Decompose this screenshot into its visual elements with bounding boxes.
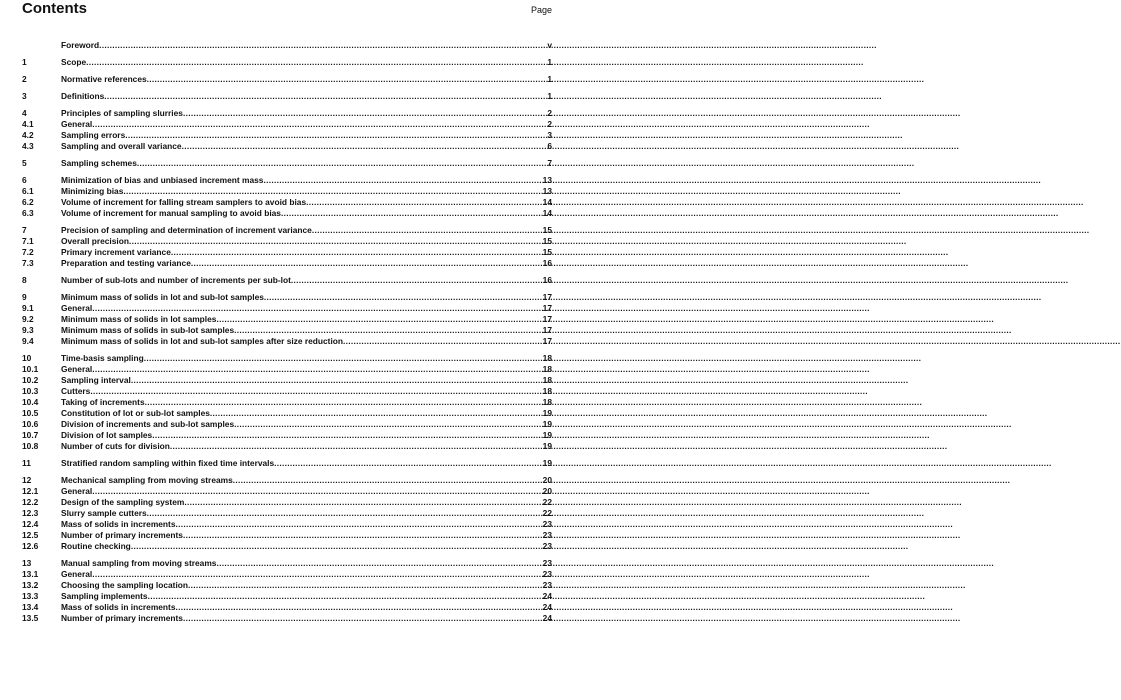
toc-entry-title: Time-basis sampling <box>61 353 144 363</box>
toc-entry-page: 23 <box>542 530 552 540</box>
toc-entry[interactable] <box>22 158 552 169</box>
toc-entry[interactable] <box>22 475 552 486</box>
toc-entry-title: Precision of sampling and determination of increment variance <box>61 225 312 235</box>
toc-entry-title: Minimum mass of solids in lot samples <box>61 314 217 324</box>
toc-entry-page: 19 <box>542 419 552 429</box>
toc-entry-number: 10.1 <box>22 364 39 374</box>
toc-dot-leader <box>234 325 541 336</box>
toc-entry-page: 1 <box>547 57 552 67</box>
toc-entry-number: 10.5 <box>22 408 39 418</box>
toc-dot-leader <box>123 186 540 197</box>
toc-entry[interactable] <box>22 458 552 469</box>
toc-entry-number: 9.1 <box>22 303 34 313</box>
toc-entry[interactable] <box>22 314 552 325</box>
toc-dot-leader <box>188 580 541 591</box>
toc-entry-page: 23 <box>542 519 552 529</box>
toc-dot-leader <box>147 74 546 85</box>
toc-entry-title: Manual sampling from moving streams <box>61 558 217 568</box>
toc-entry-page: 17 <box>542 325 552 335</box>
toc-entry-title: Taking of increments <box>61 397 145 407</box>
toc-entry-title: Minimizing bias <box>61 186 124 196</box>
toc-dot-leader <box>183 613 541 624</box>
toc-entry-title: Volume of increment for manual sampling to avoid bias <box>61 208 281 218</box>
toc-entry-title: General <box>61 486 93 496</box>
toc-entry-number: 10.4 <box>22 397 39 407</box>
toc-entry[interactable] <box>22 57 552 68</box>
toc-entry-page: 6 <box>547 141 552 151</box>
toc-dot-leader <box>144 353 541 364</box>
toc-entry-page: 22 <box>542 508 552 518</box>
toc-entry-page: 16 <box>542 275 552 285</box>
toc-dot-leader <box>145 397 541 408</box>
toc-entry-title: Number of sub-lots and number of increments per sub-lot <box>61 275 291 285</box>
toc-entry-number: 4.3 <box>22 141 34 151</box>
toc-dot-leader <box>182 141 546 152</box>
toc-entry-title: Stratified random sampling within fixed time intervals <box>61 458 275 468</box>
toc-entry[interactable] <box>22 108 552 119</box>
toc-entry-title: Number of cuts for division <box>61 441 170 451</box>
toc-entry-page: 24 <box>542 613 552 623</box>
toc-entry[interactable] <box>22 292 552 303</box>
toc-entry-number: 12.2 <box>22 497 39 507</box>
toc-dot-leader <box>171 247 541 258</box>
toc-entry-number: 13.5 <box>22 613 39 623</box>
toc-entry-title: Primary increment variance <box>61 247 171 257</box>
toc-dot-leader <box>129 236 541 247</box>
toc-entry-number: 9.2 <box>22 314 34 324</box>
toc-entry-number: 8 <box>22 275 27 285</box>
toc-entry-page: 20 <box>542 486 552 496</box>
toc-entry-number: 11 <box>22 458 31 468</box>
page-column-label: Page <box>530 5 552 15</box>
toc-entry-number: 6.3 <box>22 208 34 218</box>
toc-dot-leader <box>184 497 540 508</box>
toc-entry-number: 5 <box>22 158 27 168</box>
toc-entry-title: Division of lot samples <box>61 430 153 440</box>
toc-entry-title: Preparation and testing variance <box>61 258 191 268</box>
toc-entry[interactable] <box>22 247 552 258</box>
toc-dot-leader <box>148 591 541 602</box>
toc-dot-leader <box>137 158 545 169</box>
page-title: Contents <box>22 0 87 17</box>
toc-entry-page: 19 <box>542 408 552 418</box>
toc-entry-number: 9.3 <box>22 325 34 335</box>
toc-dot-leader <box>274 458 541 469</box>
toc-entry-title: Minimization of bias and unbiased increment mass <box>61 175 264 185</box>
toc-dot-leader <box>291 275 541 286</box>
toc-entry-title: Scope <box>61 57 87 67</box>
toc-entry[interactable] <box>22 408 552 419</box>
toc-entry-title: Slurry sample cutters <box>61 508 147 518</box>
toc-entry-page: 17 <box>542 336 552 346</box>
toc-dot-leader <box>125 130 545 141</box>
toc-entry-title: Sampling implements <box>61 591 148 601</box>
toc-dot-leader <box>99 40 545 51</box>
toc-entry[interactable] <box>22 91 552 102</box>
toc-entry-title: Number of primary increments <box>61 613 183 623</box>
toc-entry[interactable] <box>22 613 552 624</box>
toc-dot-leader <box>216 558 540 569</box>
toc-entry[interactable] <box>22 580 552 591</box>
toc-dot-leader <box>312 225 541 236</box>
toc-entry[interactable] <box>22 441 552 452</box>
toc-dot-leader <box>191 258 541 269</box>
toc-entry[interactable] <box>22 353 552 364</box>
toc-entry[interactable] <box>22 419 552 430</box>
toc-dot-leader <box>131 375 541 386</box>
toc-entry[interactable] <box>22 430 552 441</box>
toc-dot-leader <box>176 602 541 613</box>
toc-entry-title: General <box>61 303 93 313</box>
toc-entry[interactable] <box>22 497 552 508</box>
toc-entry-number: 12.5 <box>22 530 39 540</box>
toc-dot-leader <box>92 303 540 314</box>
toc-entry-number: 7.1 <box>22 236 34 246</box>
toc-entry-page: 23 <box>542 569 552 579</box>
toc-entry-number: 6 <box>22 175 27 185</box>
toc-entry-title: Mechanical sampling from moving streams <box>61 475 233 485</box>
toc-entry[interactable] <box>22 325 552 336</box>
toc-dot-leader <box>131 541 541 552</box>
toc-entry-title: Mass of solids in increments <box>61 602 176 612</box>
toc-entry-title: Sampling and overall variance <box>61 141 182 151</box>
toc-entry[interactable] <box>22 40 552 51</box>
toc-dot-leader <box>176 519 541 530</box>
toc-entry-title: Overall precision <box>61 236 129 246</box>
toc-entry-number: 3 <box>22 91 27 101</box>
toc-entry[interactable] <box>22 225 552 236</box>
toc-entry-title: Sampling schemes <box>61 158 137 168</box>
toc-entry-number: 10.6 <box>22 419 39 429</box>
toc-entry-title: Design of the sampling system <box>61 497 185 507</box>
toc-entry-page: 17 <box>542 314 552 324</box>
toc-entry-title: Minimum mass of solids in sub-lot samples <box>61 325 235 335</box>
toc-entry-title: Minimum mass of solids in lot and sub-lot samples after size reduction <box>61 336 344 346</box>
toc-entry-title: Number of primary increments <box>61 530 183 540</box>
toc-entry-page: 22 <box>542 497 552 507</box>
toc-entry-page: 3 <box>547 130 552 140</box>
toc-dot-leader <box>183 108 545 119</box>
toc-entry-page: 15 <box>542 236 552 246</box>
toc-entry[interactable] <box>22 541 552 552</box>
toc-entry[interactable] <box>22 141 552 152</box>
toc-entry-title: Volume of increment for falling stream samplers to avoid bias <box>61 197 307 207</box>
toc-entry-title: Sampling interval <box>61 375 131 385</box>
toc-entry-title: Sampling errors <box>61 130 126 140</box>
toc-entry[interactable] <box>22 175 552 186</box>
toc-entry-number: 12.4 <box>22 519 39 529</box>
toc-entry[interactable] <box>22 397 552 408</box>
toc-entry-number: 4 <box>22 108 27 118</box>
toc-entry-number: 9.4 <box>22 336 34 346</box>
toc-entry-title: Principles of sampling slurries <box>61 108 183 118</box>
toc-dot-leader <box>92 364 540 375</box>
toc-entry-number: 10.3 <box>22 386 39 396</box>
toc-entry-title: Mass of solids in increments <box>61 519 176 529</box>
toc-dot-leader <box>183 530 541 541</box>
toc-entry-page: 24 <box>542 602 552 612</box>
toc-entry-number: 13 <box>22 558 32 568</box>
toc-entry-title: General <box>61 119 93 129</box>
toc-entry-number: 9 <box>22 292 27 302</box>
toc-dot-leader <box>92 486 540 497</box>
toc-entry-number: 7.3 <box>22 258 34 268</box>
toc-dot-leader <box>281 208 541 219</box>
toc-entry-page: 14 <box>542 208 552 218</box>
toc-entry-number: 10.7 <box>22 430 39 440</box>
toc-entry-number: 4.1 <box>22 119 34 129</box>
toc-entry-page: 23 <box>542 541 552 551</box>
toc-entry-page: 17 <box>542 303 552 313</box>
toc-entry-number: 6.1 <box>22 186 34 196</box>
toc-entry-title: Choosing the sampling location <box>61 580 189 590</box>
toc-entry-title: General <box>61 364 93 374</box>
toc-dot-leader <box>264 292 541 303</box>
toc-entry-title: Normative references <box>61 74 147 84</box>
toc-entry-number: 10.8 <box>22 441 39 451</box>
toc-dot-leader <box>147 508 541 519</box>
toc-entry[interactable] <box>22 530 552 541</box>
toc-entry-title: Minimum mass of solids in lot and sub-lot samples <box>61 292 264 302</box>
toc-entry[interactable] <box>22 569 552 580</box>
toc-entry-page: 14 <box>542 197 552 207</box>
toc-entry-number: 10.2 <box>22 375 39 385</box>
toc-entry-page: 20 <box>542 475 552 485</box>
toc-entry[interactable] <box>22 364 552 375</box>
toc-entry[interactable] <box>22 119 552 130</box>
toc-dot-leader <box>343 336 541 347</box>
toc-entry[interactable] <box>22 386 552 397</box>
toc-entry-page: 18 <box>542 375 552 385</box>
toc-entry-page: 13 <box>542 175 552 185</box>
toc-entry[interactable] <box>22 197 552 208</box>
toc-dot-leader <box>90 386 540 397</box>
toc-entry[interactable] <box>22 508 552 519</box>
toc-entry-page: 15 <box>542 225 552 235</box>
toc-dot-leader <box>263 175 540 186</box>
toc-entry-page: 23 <box>542 558 552 568</box>
toc-entry[interactable] <box>22 519 552 530</box>
toc-entry-page: 1 <box>547 91 552 101</box>
toc-entry-number: 4.2 <box>22 130 34 140</box>
toc-entry[interactable] <box>22 258 552 269</box>
toc-entry-page: 23 <box>542 580 552 590</box>
toc-entry[interactable] <box>22 130 552 141</box>
toc-entry-page: 1 <box>547 74 552 84</box>
toc-entry-page: 2 <box>547 119 552 129</box>
toc-entry-page: 19 <box>542 458 552 468</box>
toc-entry-number: 7 <box>22 225 27 235</box>
toc-entry-title: Routine checking <box>61 541 131 551</box>
toc-dot-leader <box>92 119 545 130</box>
toc-entry[interactable] <box>22 236 552 247</box>
toc-entry-number: 6.2 <box>22 197 34 207</box>
toc-entry-number: 2 <box>22 74 27 84</box>
toc-dot-leader <box>216 314 540 325</box>
toc-entry-number: 12.1 <box>22 486 39 496</box>
toc-entry-number: 7.2 <box>22 247 34 257</box>
toc-entry[interactable] <box>22 602 552 613</box>
toc-entry-number: 13.4 <box>22 602 39 612</box>
toc-entry-number: 12 <box>22 475 32 485</box>
toc-dot-leader <box>92 569 540 580</box>
toc-dot-leader <box>210 408 541 419</box>
table-of-contents <box>22 40 552 624</box>
toc-dot-leader <box>104 91 545 102</box>
toc-entry-title: Division of increments and sub-lot samples <box>61 419 235 429</box>
toc-entry-page: 18 <box>542 364 552 374</box>
toc-entry[interactable] <box>22 375 552 386</box>
toc-entry-number: 13.2 <box>22 580 39 590</box>
toc-entry-title: Definitions <box>61 91 105 101</box>
toc-dot-leader <box>234 419 541 430</box>
toc-dot-leader <box>233 475 541 486</box>
toc-entry[interactable] <box>22 186 552 197</box>
toc-entry-page: v <box>547 40 552 50</box>
toc-entry-page: 19 <box>542 430 552 440</box>
toc-dot-leader <box>170 441 541 452</box>
toc-dot-leader <box>86 57 545 68</box>
toc-entry-title: Foreword <box>61 40 100 50</box>
toc-entry[interactable] <box>22 208 552 219</box>
toc-entry[interactable] <box>22 275 552 286</box>
toc-entry-number: 12.6 <box>22 541 39 551</box>
toc-entry-page: 13 <box>542 186 552 196</box>
toc-entry-page: 18 <box>542 386 552 396</box>
toc-entry-title: Constitution of lot or sub-lot samples <box>61 408 210 418</box>
toc-entry-title: General <box>61 569 93 579</box>
toc-entry[interactable] <box>22 591 552 602</box>
toc-dot-leader <box>152 430 540 441</box>
toc-entry-number: 12.3 <box>22 508 39 518</box>
toc-entry[interactable] <box>22 303 552 314</box>
toc-entry-number: 1 <box>22 57 27 67</box>
toc-dot-leader <box>306 197 541 208</box>
toc-entry[interactable] <box>22 486 552 497</box>
toc-entry-number: 10 <box>22 353 32 363</box>
toc-entry[interactable] <box>22 74 552 85</box>
toc-entry-page: 18 <box>542 397 552 407</box>
toc-entry-page: 2 <box>547 108 552 118</box>
toc-entry-page: 17 <box>542 292 552 302</box>
toc-entry-number: 13.1 <box>22 569 39 579</box>
toc-entry[interactable] <box>22 336 552 347</box>
toc-entry-page: 24 <box>542 591 552 601</box>
toc-entry-page: 18 <box>542 353 552 363</box>
toc-entry-number: 13.3 <box>22 591 39 601</box>
toc-entry[interactable] <box>22 558 552 569</box>
toc-entry-title: Cutters <box>61 386 91 396</box>
toc-entry-page: 7 <box>547 158 552 168</box>
toc-entry-page: 19 <box>542 441 552 451</box>
toc-entry-page: 16 <box>542 258 552 268</box>
toc-entry-page: 15 <box>542 247 552 257</box>
